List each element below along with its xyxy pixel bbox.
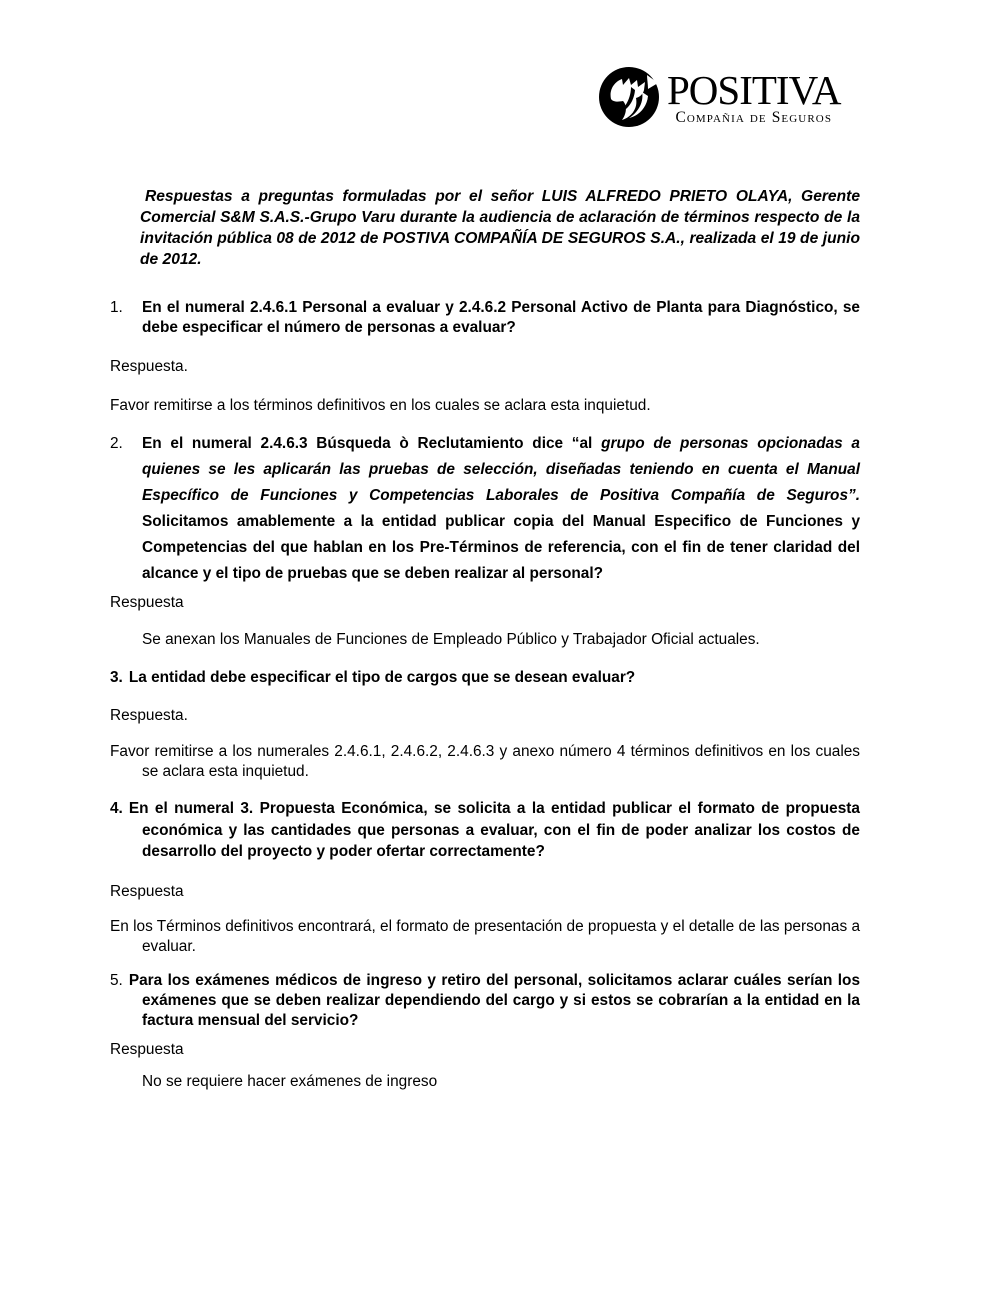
question-1-number: 1.: [110, 299, 123, 316]
respuesta-label-4: Respuesta: [110, 882, 184, 900]
qa-item-3: [110, 668, 860, 782]
question-2-text-before-quote: En el numeral 2.4.6.3 Búsqueda ò Reclutamiento dice “al: [142, 435, 602, 452]
question-5-text: Para los exámenes médicos de ingreso y retiro del personal, solicitamos aclarar cuáles serían los exámenes que se deben realizar dependiendo del cargo y si estos se cobrarían a la entidad en la factura mensual del servicio?: [128, 971, 860, 1029]
logo-wordmark: [667, 66, 841, 126]
question-4-number: 4.: [110, 800, 123, 817]
question-2: [110, 431, 860, 587]
question-5-number: 5.: [110, 971, 123, 989]
document-content: [110, 186, 860, 1092]
question-3-number: 3.: [110, 669, 123, 686]
qa-item-4: [110, 798, 860, 957]
company-logo: [598, 66, 841, 128]
intro-paragraph: Respuestas a preguntas formuladas por el señor LUIS ALFREDO PRIETO OLAYA, Gerente Comercial S&M S.A.S.-Grupo Varu durante la audiencia de aclaración de términos respecto de la invitación pública 08 de 2012 de POSTIVA COMPAÑÍA DE SEGUROS S.A., realizada el 19 de junio de 2012.: [140, 188, 860, 268]
logo-subtitle-text: Compañia de Seguros: [675, 108, 833, 126]
qa-item-1: [110, 298, 860, 416]
answer-5: No se requiere hacer exámenes de ingreso: [142, 1072, 438, 1090]
qa-item-5: [110, 971, 860, 1092]
positiva-emblem-icon: [598, 66, 660, 128]
question-1-text: En el numeral 2.4.6.1 Personal a evaluar y 2.4.6.2 Personal Activo de Planta para Diagnóstico, se debe especificar el número de personas a evaluar?: [142, 299, 860, 336]
answer-3: Favor remitirse a los numerales 2.4.6.1, 2.4.6.2, 2.4.6.3 y anexo número 4 términos definitivos en los cuales se aclara esta inquietud.: [110, 743, 860, 780]
question-3: [110, 668, 860, 688]
question-5: [110, 971, 860, 1031]
answer-2: Se anexan los Manuales de Funciones de Empleado Público y Trabajador Oficial actuales.: [142, 631, 760, 648]
question-2-quote-italic: grupo de personas opcionadas a quienes se les aplicarán las pruebas de selección, diseñadas teniendo en cuenta el Manual Específico de Funciones y Competencias Laborales de Positiva Compañía de Seguros”.: [142, 435, 860, 504]
respuesta-label-5: Respuesta: [110, 1040, 184, 1058]
respuesta-label-2: Respuesta: [110, 594, 184, 611]
question-4: [110, 798, 860, 863]
question-4-text: En el numeral 3. Propuesta Económica, se solicita a la entidad publicar el formato de propuesta económica y las cantidades que personas a evaluar, con el fin de poder analizar los costos de desarrollo del proyecto y poder ofertar correctamente?: [128, 800, 860, 860]
question-3-text: La entidad debe especificar el tipo de cargos que se desean evaluar?: [128, 669, 636, 686]
respuesta-label-3: Respuesta.: [110, 707, 188, 724]
answer-4: En los Términos definitivos encontrará, el formato de presentación de propuesta y el detalle de las personas a evaluar.: [110, 917, 861, 955]
logo-brand-text: POSITIVA: [667, 66, 841, 113]
question-1: [110, 298, 860, 338]
respuesta-label-1: Respuesta.: [110, 358, 188, 375]
question-2-number: 2.: [110, 435, 123, 452]
answer-1: Favor remitirse a los términos definitivos en los cuales se aclara esta inquietud.: [110, 397, 651, 414]
question-2-text-after-quote: Solicitamos amablemente a la entidad publicar copia del Manual Especifico de Funciones y Competencias del que hablan en los Pre-Términos de referencia, con el fin de tener claridad del alcance y el tipo de pruebas que se deben realizar al personal?: [142, 513, 860, 582]
qa-item-2: [110, 431, 860, 650]
